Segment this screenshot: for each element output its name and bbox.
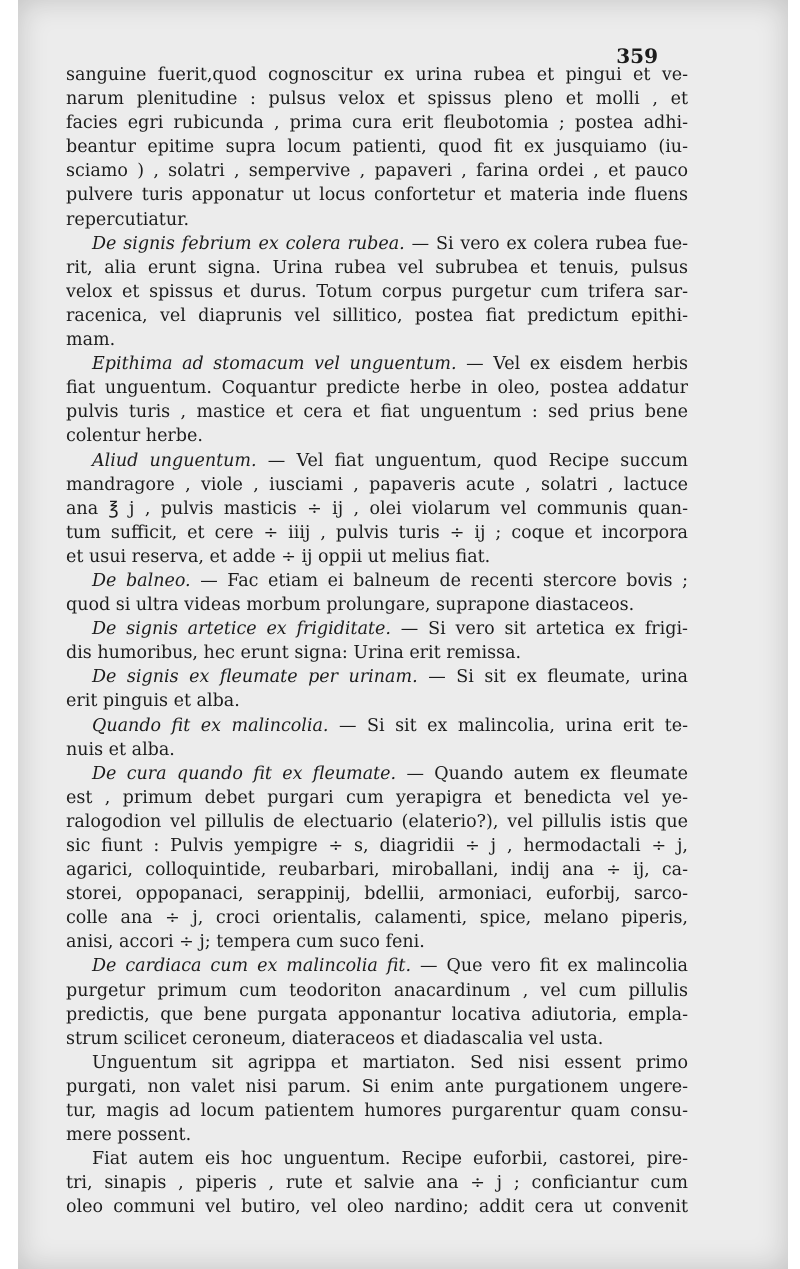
text-line <box>66 1099 688 1123</box>
line-text: colentur herbe. <box>66 426 203 447</box>
text-line <box>66 593 688 617</box>
line-text: oleo communi vel butiro, vel oleo nardino; addit cera ut convenit <box>66 1197 688 1218</box>
text-line <box>66 183 688 207</box>
line-text: — Si sit ex malincolia, urina erit te- <box>339 715 688 736</box>
text-line <box>66 617 688 641</box>
text-line <box>66 159 688 183</box>
line-text: repercutiatur. <box>66 209 190 230</box>
line-text: — Vel ex eisdem herbis <box>466 354 688 375</box>
section-heading: De signis febrium ex colera rubea. <box>92 233 405 254</box>
text-line <box>66 786 688 810</box>
text-line <box>66 1051 688 1075</box>
line-text: tri, sinapis , piperis , rute et salvie ana ÷ j ; conficiantur cum <box>66 1173 688 1194</box>
text-line <box>66 954 688 978</box>
line-text: strum scilicet ceroneum, diateraceos et diadascalia vel usta. <box>66 1028 604 1049</box>
section-heading: De signis ex fleumate per urinam. <box>92 667 418 688</box>
text-line <box>66 376 688 400</box>
text-line <box>66 1171 688 1195</box>
text-line <box>66 208 688 232</box>
section-heading: Quando fit ex malincolia. <box>92 715 329 736</box>
line-text: anisi, accori ÷ j; tempera cum suco feni. <box>66 932 425 953</box>
page-number: 359 <box>616 44 658 68</box>
line-text: ralogodion vel pillulis de electuario (elaterio?), vel pillulis istis que <box>66 811 688 832</box>
text-line <box>66 545 688 569</box>
text-line <box>66 1147 688 1171</box>
text-line <box>66 256 688 280</box>
text-line <box>66 641 688 665</box>
line-text: — Si vero sit artetica ex frigi- <box>400 619 688 640</box>
body-text <box>66 63 688 1220</box>
text-line <box>66 738 688 762</box>
line-text: tur, magis ad locum patientem humores purgarentur quam consu- <box>66 1101 688 1122</box>
line-text: racenica, vel diaprunis vel sillitico, postea fiat predictum epithi- <box>66 305 688 326</box>
book-page <box>18 0 788 1269</box>
line-text: sciamo ) , solatri , sempervive , papaveri , farina ordei , et pauco <box>66 161 688 182</box>
line-text: erit pinguis et alba. <box>66 691 240 712</box>
text-line <box>66 1195 688 1219</box>
text-line <box>66 1123 688 1147</box>
line-text: purgetur primum cum teodoriton anacardinum , vel cum pillulis <box>66 980 688 1001</box>
line-text: pulvis turis , mastice et cera et fiat unguentum : sed prius bene <box>66 402 688 423</box>
line-text: mere possent. <box>66 1125 192 1146</box>
text-line <box>66 280 688 304</box>
line-text: et usui reserva, et adde ÷ ij oppii ut melius fiat. <box>66 546 491 567</box>
section-heading: Epithima ad stomacum vel unguentum. <box>92 354 457 375</box>
line-text: facies egri rubicunda , prima cura erit fleubotomia ; postea adhi- <box>66 113 688 134</box>
section-heading: De cardiaca cum ex malincolia fit. <box>92 956 412 977</box>
text-line <box>66 111 688 135</box>
text-line <box>66 424 688 448</box>
text-line <box>66 906 688 930</box>
line-text: sanguine fuerit,quod cognoscitur ex urina rubea et pingui et ve- <box>66 65 688 85</box>
line-text: fiat unguentum. Coquantur predicte herbe in oleo, postea addatur <box>66 378 688 399</box>
line-text: Unguentum sit agrippa et martiaton. Sed nisi essent primo <box>92 1052 688 1073</box>
text-line <box>66 63 688 87</box>
line-text: mandragore , viole , iusciami , papaveris acute , solatri , lactuce <box>66 474 688 495</box>
text-line <box>66 87 688 111</box>
text-line <box>66 762 688 786</box>
line-text: colle ana ÷ j, croci orientalis, calamenti, spice, melano piperis, <box>66 908 688 929</box>
line-text: Fiat autem eis hoc unguentum. Recipe euforbii, castorei, pire- <box>92 1149 688 1170</box>
text-line <box>66 1027 688 1051</box>
section-heading: Aliud unguentum. <box>92 450 257 471</box>
line-text: velox et spissus et durus. Totum corpus purgetur cum trifera sar- <box>66 281 688 302</box>
text-line <box>66 352 688 376</box>
text-line <box>66 232 688 256</box>
text-line <box>66 665 688 689</box>
text-line <box>66 1075 688 1099</box>
line-text: pulvere turis apponatur ut locus confortetur et materia inde fluens <box>66 185 688 206</box>
text-line <box>66 834 688 858</box>
section-heading: De signis artetice ex frigiditate. <box>92 619 391 640</box>
line-text: — Si vero ex colera rubea fue- <box>411 233 688 254</box>
line-text: beantur epitime supra locum patienti, quod fit ex jusquiamo (iu- <box>66 137 688 158</box>
text-line <box>66 858 688 882</box>
text-line <box>66 810 688 834</box>
text-line <box>66 400 688 424</box>
line-text: — Si sit ex fleumate, urina <box>428 667 688 688</box>
line-text: sic fiunt : Pulvis yempigre ÷ s, diagridii ÷ j , hermodactali ÷ j, <box>66 836 688 856</box>
line-text: purgati, non valet nisi parum. Si enim ante purgationem ungere- <box>66 1076 688 1097</box>
line-text: — Quando autem ex fleumate <box>406 763 688 784</box>
text-line <box>66 473 688 497</box>
line-text: quod si ultra videas morbum prolungare, suprapone diastaceos. <box>66 595 635 616</box>
text-line <box>66 930 688 954</box>
text-line <box>66 882 688 906</box>
section-heading: De balneo. <box>92 570 191 591</box>
line-text: — Fac etiam ei balneum de recenti stercore bovis ; <box>200 570 688 591</box>
line-text: est , primum debet purgari cum yerapigra et benedicta vel ye- <box>66 787 688 808</box>
text-line <box>66 328 688 352</box>
line-text: storei, oppopanaci, serappinij, bdellii, armoniaci, euforbij, sarco- <box>66 884 688 905</box>
text-line <box>66 979 688 1003</box>
text-line <box>66 714 688 738</box>
line-text: narum plenitudine : pulsus velox et spissus pleno et molli , et <box>66 89 688 110</box>
line-text: mam. <box>66 330 116 351</box>
line-text: tum sufficit, et cere ÷ iiij , pulvis turis ÷ ij ; coque et incorpora <box>66 522 688 543</box>
text-line <box>66 1003 688 1027</box>
line-text: — Vel fiat unguentum, quod Recipe succum <box>267 450 688 471</box>
section-heading: De cura quando fit ex fleumate. <box>92 763 397 784</box>
line-text: predictis, que bene purgata apponantur locativa adiutoria, empla- <box>66 1004 688 1025</box>
text-line <box>66 569 688 593</box>
line-text: agarici, colloquintide, reubarbari, miroballani, indij ana ÷ ij, ca- <box>66 860 688 881</box>
text-line <box>66 304 688 328</box>
text-line <box>66 497 688 521</box>
text-line <box>66 689 688 713</box>
line-text: rit, alia erunt signa. Urina rubea vel subrubea et tenuis, pulsus <box>66 257 688 278</box>
text-line <box>66 521 688 545</box>
line-text: ana ℥ j , pulvis masticis ÷ ij , olei violarum vel communis quan- <box>66 498 688 519</box>
line-text: nuis et alba. <box>66 739 175 760</box>
text-line <box>66 449 688 473</box>
line-text: — Que vero fit ex malincolia <box>420 956 688 977</box>
line-text: dis humoribus, hec erunt signa: Urina erit remissa. <box>66 643 522 664</box>
text-line <box>66 135 688 159</box>
